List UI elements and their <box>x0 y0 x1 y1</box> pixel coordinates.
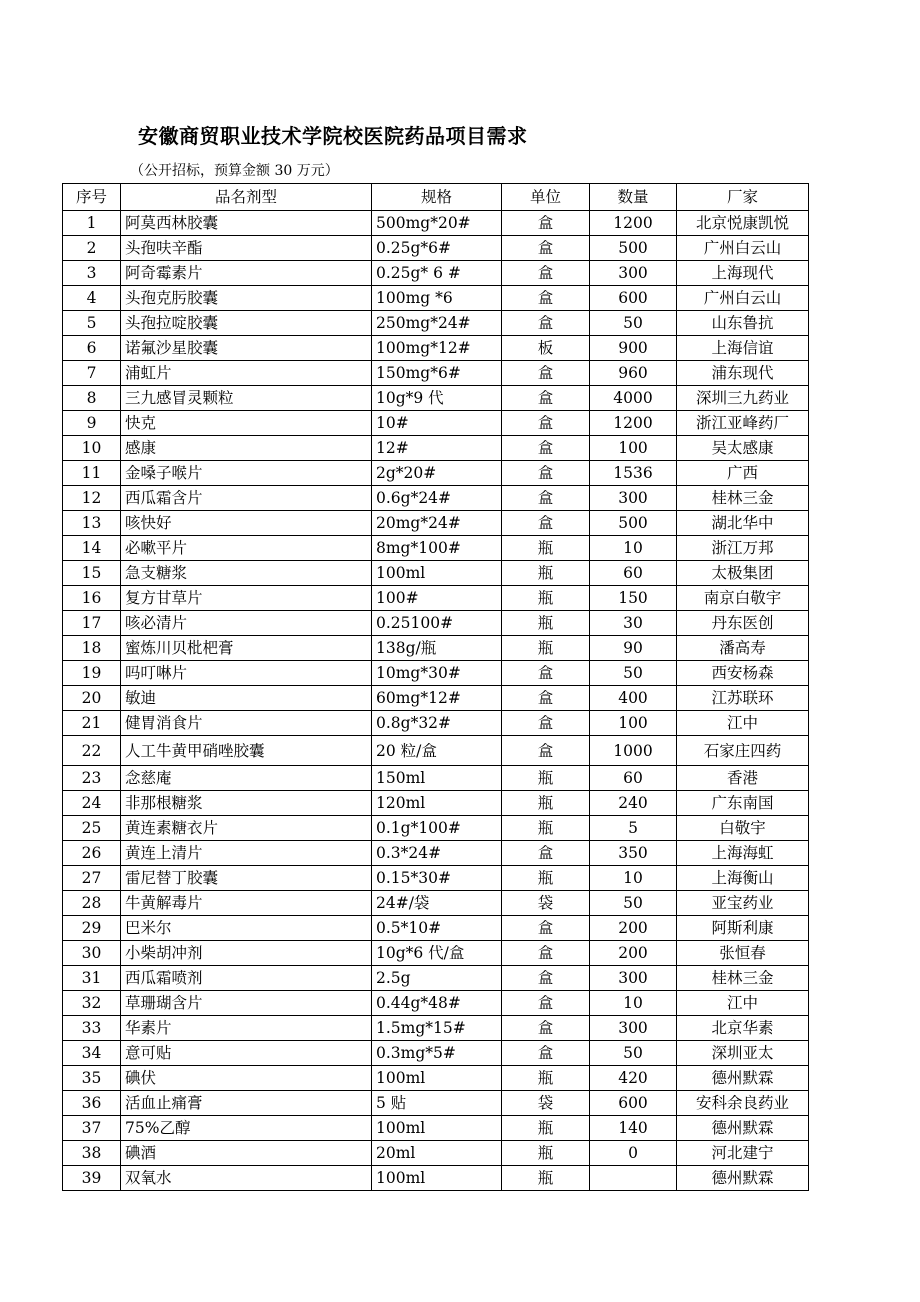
quantity-cell: 10 <box>590 991 677 1016</box>
unit-cell: 瓶 <box>502 536 590 561</box>
quantity-cell: 50 <box>590 661 677 686</box>
row-no-cell: 24 <box>63 791 121 816</box>
manufacturer-cell: 湖北华中 <box>677 511 809 536</box>
manufacturer-cell: 潘高寿 <box>677 636 809 661</box>
unit-cell: 盒 <box>502 916 590 941</box>
drug-name-cell: 西瓜霜含片 <box>121 486 372 511</box>
spec-cell: 20ml <box>372 1141 502 1166</box>
drug-name-cell: 牛黄解毒片 <box>121 891 372 916</box>
drug-name-cell: 咳必清片 <box>121 611 372 636</box>
drug-name-cell: 雷尼替丁胶囊 <box>121 866 372 891</box>
table-row <box>63 916 809 941</box>
unit-cell: 瓶 <box>502 586 590 611</box>
table-row <box>63 1091 809 1116</box>
quantity-cell: 0 <box>590 1141 677 1166</box>
spec-cell: 0.3mg*5# <box>372 1041 502 1066</box>
table-row <box>63 1016 809 1041</box>
row-no-cell: 13 <box>63 511 121 536</box>
drug-name-cell: 巴米尔 <box>121 916 372 941</box>
manufacturer-cell: 上海信谊 <box>677 336 809 361</box>
quantity-cell <box>590 1166 677 1191</box>
spec-cell: 0.8g*32# <box>372 711 502 736</box>
manufacturer-cell: 广西 <box>677 461 809 486</box>
spec-cell: 0.25g* 6 # <box>372 261 502 286</box>
quantity-cell: 500 <box>590 511 677 536</box>
drug-name-cell: 头孢克肟胶囊 <box>121 286 372 311</box>
quantity-cell: 1200 <box>590 211 677 236</box>
manufacturer-cell: 太极集团 <box>677 561 809 586</box>
spec-cell: 10g*6 代/盒 <box>372 941 502 966</box>
table-row <box>63 311 809 336</box>
drug-name-cell: 浦虹片 <box>121 361 372 386</box>
table-row <box>63 736 809 766</box>
quantity-cell: 10 <box>590 866 677 891</box>
drug-name-cell: 念慈庵 <box>121 766 372 791</box>
row-no-cell: 16 <box>63 586 121 611</box>
quantity-cell: 900 <box>590 336 677 361</box>
manufacturer-cell: 吴太感康 <box>677 436 809 461</box>
unit-cell: 盒 <box>502 311 590 336</box>
unit-cell: 盒 <box>502 661 590 686</box>
unit-cell: 盒 <box>502 386 590 411</box>
header-name: 品名剂型 <box>121 184 372 211</box>
header-unit: 单位 <box>502 184 590 211</box>
spec-cell: 60mg*12# <box>372 686 502 711</box>
unit-cell: 瓶 <box>502 866 590 891</box>
spec-cell: 0.25100# <box>372 611 502 636</box>
manufacturer-cell: 阿斯利康 <box>677 916 809 941</box>
row-no-cell: 33 <box>63 1016 121 1041</box>
spec-cell: 12# <box>372 436 502 461</box>
spec-cell: 0.44g*48# <box>372 991 502 1016</box>
manufacturer-cell: 广州白云山 <box>677 236 809 261</box>
drug-name-cell: 头孢拉啶胶囊 <box>121 311 372 336</box>
row-no-cell: 26 <box>63 841 121 866</box>
drug-name-cell: 意可贴 <box>121 1041 372 1066</box>
drug-name-cell: 人工牛黄甲硝唑胶囊 <box>121 736 372 766</box>
quantity-cell: 50 <box>590 891 677 916</box>
table-row <box>63 791 809 816</box>
manufacturer-cell: 白敬宇 <box>677 816 809 841</box>
manufacturer-cell: 上海现代 <box>677 261 809 286</box>
quantity-cell: 600 <box>590 1091 677 1116</box>
drug-name-cell: 三九感冒灵颗粒 <box>121 386 372 411</box>
drug-name-cell: 西瓜霜喷剂 <box>121 966 372 991</box>
manufacturer-cell: 安科余良药业 <box>677 1091 809 1116</box>
table-row <box>63 236 809 261</box>
manufacturer-cell: 南京白敬宇 <box>677 586 809 611</box>
quantity-cell: 150 <box>590 586 677 611</box>
manufacturer-cell: 江中 <box>677 991 809 1016</box>
spec-cell: 0.1g*100# <box>372 816 502 841</box>
unit-cell: 瓶 <box>502 791 590 816</box>
drug-name-cell: 阿莫西林胶囊 <box>121 211 372 236</box>
document-title: 安徽商贸职业技术学院校医院药品项目需求 <box>138 124 528 148</box>
spec-cell: 100# <box>372 586 502 611</box>
table-row <box>63 1066 809 1091</box>
table-row <box>63 436 809 461</box>
drug-name-cell: 阿奇霉素片 <box>121 261 372 286</box>
spec-cell: 120ml <box>372 791 502 816</box>
manufacturer-cell: 江苏联环 <box>677 686 809 711</box>
spec-cell: 10g*9 代 <box>372 386 502 411</box>
quantity-cell: 420 <box>590 1066 677 1091</box>
manufacturer-cell: 上海衡山 <box>677 866 809 891</box>
drug-name-cell: 华素片 <box>121 1016 372 1041</box>
unit-cell: 盒 <box>502 941 590 966</box>
unit-cell: 盒 <box>502 436 590 461</box>
drug-name-cell: 必嗽平片 <box>121 536 372 561</box>
row-no-cell: 31 <box>63 966 121 991</box>
spec-cell: 150ml <box>372 766 502 791</box>
table-row <box>63 211 809 236</box>
spec-cell: 100ml <box>372 1116 502 1141</box>
drug-name-cell: 活血止痛膏 <box>121 1091 372 1116</box>
table-row <box>63 686 809 711</box>
quantity-cell: 90 <box>590 636 677 661</box>
drug-name-cell: 诺氟沙星胶囊 <box>121 336 372 361</box>
header-qty: 数量 <box>590 184 677 211</box>
table-row <box>63 941 809 966</box>
row-no-cell: 34 <box>63 1041 121 1066</box>
drug-name-cell: 复方甘草片 <box>121 586 372 611</box>
manufacturer-cell: 广州白云山 <box>677 286 809 311</box>
manufacturer-cell: 北京华素 <box>677 1016 809 1041</box>
table-row <box>63 511 809 536</box>
table-row <box>63 1041 809 1066</box>
header-no: 序号 <box>63 184 121 211</box>
row-no-cell: 18 <box>63 636 121 661</box>
quantity-cell: 30 <box>590 611 677 636</box>
quantity-cell: 240 <box>590 791 677 816</box>
quantity-cell: 960 <box>590 361 677 386</box>
quantity-cell: 300 <box>590 486 677 511</box>
table-row <box>63 1141 809 1166</box>
quantity-cell: 5 <box>590 816 677 841</box>
manufacturer-cell: 浙江万邦 <box>677 536 809 561</box>
table-row <box>63 411 809 436</box>
unit-cell: 瓶 <box>502 1066 590 1091</box>
row-no-cell: 4 <box>63 286 121 311</box>
spec-cell: 100ml <box>372 1166 502 1191</box>
row-no-cell: 39 <box>63 1166 121 1191</box>
document-subtitle: （公开招标，预算金额 30 万元） <box>130 163 339 179</box>
spec-cell: 2.5g <box>372 966 502 991</box>
drug-name-cell: 双氧水 <box>121 1166 372 1191</box>
drug-name-cell: 感康 <box>121 436 372 461</box>
drug-name-cell: 黄连素糖衣片 <box>121 816 372 841</box>
spec-cell: 1.5mg*15# <box>372 1016 502 1041</box>
header-maker: 厂家 <box>677 184 809 211</box>
manufacturer-cell: 浙江亚峰药厂 <box>677 411 809 436</box>
unit-cell: 盒 <box>502 361 590 386</box>
table-row <box>63 386 809 411</box>
unit-cell: 盒 <box>502 686 590 711</box>
manufacturer-cell: 上海海虹 <box>677 841 809 866</box>
manufacturer-cell: 浦东现代 <box>677 361 809 386</box>
row-no-cell: 28 <box>63 891 121 916</box>
spec-cell: 5 贴 <box>372 1091 502 1116</box>
spec-cell: 2g*20# <box>372 461 502 486</box>
drug-name-cell: 快克 <box>121 411 372 436</box>
quantity-cell: 1200 <box>590 411 677 436</box>
unit-cell: 瓶 <box>502 561 590 586</box>
row-no-cell: 11 <box>63 461 121 486</box>
drug-name-cell: 金嗓子喉片 <box>121 461 372 486</box>
quantity-cell: 350 <box>590 841 677 866</box>
manufacturer-cell: 德州默霖 <box>677 1166 809 1191</box>
manufacturer-cell: 广东南国 <box>677 791 809 816</box>
manufacturer-cell: 山东鲁抗 <box>677 311 809 336</box>
table-body <box>63 211 809 1191</box>
quantity-cell: 50 <box>590 1041 677 1066</box>
table-row <box>63 361 809 386</box>
spec-cell: 0.15*30# <box>372 866 502 891</box>
quantity-cell: 600 <box>590 286 677 311</box>
table-row <box>63 336 809 361</box>
manufacturer-cell: 亚宝药业 <box>677 891 809 916</box>
unit-cell: 盒 <box>502 211 590 236</box>
row-no-cell: 20 <box>63 686 121 711</box>
table-row <box>63 816 809 841</box>
table-row <box>63 1116 809 1141</box>
manufacturer-cell: 西安杨森 <box>677 661 809 686</box>
drug-requirements-table <box>62 183 809 1191</box>
unit-cell: 瓶 <box>502 636 590 661</box>
unit-cell: 袋 <box>502 891 590 916</box>
spec-cell: 8mg*100# <box>372 536 502 561</box>
manufacturer-cell: 张恒春 <box>677 941 809 966</box>
spec-cell: 10# <box>372 411 502 436</box>
spec-cell: 250mg*24# <box>372 311 502 336</box>
manufacturer-cell: 深圳亚太 <box>677 1041 809 1066</box>
table-row <box>63 536 809 561</box>
quantity-cell: 50 <box>590 311 677 336</box>
table-row <box>63 841 809 866</box>
row-no-cell: 2 <box>63 236 121 261</box>
unit-cell: 盒 <box>502 736 590 766</box>
quantity-cell: 300 <box>590 1016 677 1041</box>
unit-cell: 板 <box>502 336 590 361</box>
spec-cell: 138g/瓶 <box>372 636 502 661</box>
row-no-cell: 10 <box>63 436 121 461</box>
unit-cell: 盒 <box>502 261 590 286</box>
table-row <box>63 261 809 286</box>
table-row <box>63 766 809 791</box>
spec-cell: 150mg*6# <box>372 361 502 386</box>
row-no-cell: 5 <box>63 311 121 336</box>
spec-cell: 100mg*12# <box>372 336 502 361</box>
drug-name-cell: 急支糖浆 <box>121 561 372 586</box>
drug-name-cell: 敏迪 <box>121 686 372 711</box>
table-row <box>63 711 809 736</box>
drug-name-cell: 吗叮啉片 <box>121 661 372 686</box>
unit-cell: 盒 <box>502 1041 590 1066</box>
table-row <box>63 636 809 661</box>
table-row <box>63 486 809 511</box>
row-no-cell: 32 <box>63 991 121 1016</box>
quantity-cell: 200 <box>590 941 677 966</box>
manufacturer-cell: 河北建宁 <box>677 1141 809 1166</box>
row-no-cell: 9 <box>63 411 121 436</box>
manufacturer-cell: 香港 <box>677 766 809 791</box>
unit-cell: 瓶 <box>502 766 590 791</box>
row-no-cell: 19 <box>63 661 121 686</box>
row-no-cell: 6 <box>63 336 121 361</box>
drug-name-cell: 碘酒 <box>121 1141 372 1166</box>
table-row <box>63 461 809 486</box>
drug-name-cell: 头孢呋辛酯 <box>121 236 372 261</box>
quantity-cell: 300 <box>590 966 677 991</box>
spec-cell: 0.6g*24# <box>372 486 502 511</box>
drug-name-cell: 草珊瑚含片 <box>121 991 372 1016</box>
row-no-cell: 15 <box>63 561 121 586</box>
row-no-cell: 29 <box>63 916 121 941</box>
table-row <box>63 586 809 611</box>
spec-cell: 0.25g*6# <box>372 236 502 261</box>
unit-cell: 盒 <box>502 286 590 311</box>
row-no-cell: 1 <box>63 211 121 236</box>
row-no-cell: 37 <box>63 1116 121 1141</box>
unit-cell: 盒 <box>502 1016 590 1041</box>
table-row <box>63 286 809 311</box>
row-no-cell: 14 <box>63 536 121 561</box>
quantity-cell: 500 <box>590 236 677 261</box>
unit-cell: 瓶 <box>502 1116 590 1141</box>
drug-name-cell: 健胃消食片 <box>121 711 372 736</box>
table-row <box>63 991 809 1016</box>
drug-name-cell: 小柴胡冲剂 <box>121 941 372 966</box>
unit-cell: 盒 <box>502 711 590 736</box>
manufacturer-cell: 北京悦康凯悦 <box>677 211 809 236</box>
table-row <box>63 891 809 916</box>
quantity-cell: 400 <box>590 686 677 711</box>
manufacturer-cell: 德州默霖 <box>677 1066 809 1091</box>
spec-cell: 0.5*10# <box>372 916 502 941</box>
unit-cell: 袋 <box>502 1091 590 1116</box>
spec-cell: 500mg*20# <box>372 211 502 236</box>
unit-cell: 盒 <box>502 991 590 1016</box>
drug-name-cell: 碘伏 <box>121 1066 372 1091</box>
row-no-cell: 23 <box>63 766 121 791</box>
unit-cell: 盒 <box>502 511 590 536</box>
spec-cell: 20 粒/盒 <box>372 736 502 766</box>
spec-cell: 100mg *6 <box>372 286 502 311</box>
row-no-cell: 8 <box>63 386 121 411</box>
manufacturer-cell: 深圳三九药业 <box>677 386 809 411</box>
row-no-cell: 17 <box>63 611 121 636</box>
table-row <box>63 866 809 891</box>
quantity-cell: 100 <box>590 436 677 461</box>
spec-cell: 20mg*24# <box>372 511 502 536</box>
drug-name-cell: 黄连上清片 <box>121 841 372 866</box>
manufacturer-cell: 桂林三金 <box>677 966 809 991</box>
row-no-cell: 12 <box>63 486 121 511</box>
quantity-cell: 100 <box>590 711 677 736</box>
quantity-cell: 200 <box>590 916 677 941</box>
unit-cell: 盒 <box>502 841 590 866</box>
unit-cell: 瓶 <box>502 611 590 636</box>
row-no-cell: 25 <box>63 816 121 841</box>
unit-cell: 盒 <box>502 236 590 261</box>
drug-name-cell: 非那根糖浆 <box>121 791 372 816</box>
spec-cell: 0.3*24# <box>372 841 502 866</box>
table-header-row <box>63 184 809 211</box>
manufacturer-cell: 德州默霖 <box>677 1116 809 1141</box>
table-row <box>63 1166 809 1191</box>
unit-cell: 瓶 <box>502 816 590 841</box>
spec-cell: 100ml <box>372 561 502 586</box>
manufacturer-cell: 丹东医创 <box>677 611 809 636</box>
spec-cell: 100ml <box>372 1066 502 1091</box>
row-no-cell: 22 <box>63 736 121 766</box>
spec-cell: 24#/袋 <box>372 891 502 916</box>
row-no-cell: 21 <box>63 711 121 736</box>
unit-cell: 盒 <box>502 966 590 991</box>
row-no-cell: 38 <box>63 1141 121 1166</box>
unit-cell: 盒 <box>502 461 590 486</box>
row-no-cell: 36 <box>63 1091 121 1116</box>
manufacturer-cell: 江中 <box>677 711 809 736</box>
row-no-cell: 27 <box>63 866 121 891</box>
row-no-cell: 3 <box>63 261 121 286</box>
row-no-cell: 7 <box>63 361 121 386</box>
unit-cell: 盒 <box>502 486 590 511</box>
quantity-cell: 4000 <box>590 386 677 411</box>
quantity-cell: 300 <box>590 261 677 286</box>
spec-cell: 10mg*30# <box>372 661 502 686</box>
drug-name-cell: 75%乙醇 <box>121 1116 372 1141</box>
quantity-cell: 60 <box>590 561 677 586</box>
drug-name-cell: 蜜炼川贝枇杷膏 <box>121 636 372 661</box>
unit-cell: 瓶 <box>502 1141 590 1166</box>
quantity-cell: 60 <box>590 766 677 791</box>
unit-cell: 盒 <box>502 411 590 436</box>
table-row <box>63 966 809 991</box>
manufacturer-cell: 桂林三金 <box>677 486 809 511</box>
table-row <box>63 611 809 636</box>
quantity-cell: 10 <box>590 536 677 561</box>
table-row <box>63 561 809 586</box>
quantity-cell: 140 <box>590 1116 677 1141</box>
unit-cell: 瓶 <box>502 1166 590 1191</box>
row-no-cell: 30 <box>63 941 121 966</box>
drug-name-cell: 咳快好 <box>121 511 372 536</box>
row-no-cell: 35 <box>63 1066 121 1091</box>
manufacturer-cell: 石家庄四药 <box>677 736 809 766</box>
header-spec: 规格 <box>372 184 502 211</box>
quantity-cell: 1536 <box>590 461 677 486</box>
table-row <box>63 661 809 686</box>
quantity-cell: 1000 <box>590 736 677 766</box>
